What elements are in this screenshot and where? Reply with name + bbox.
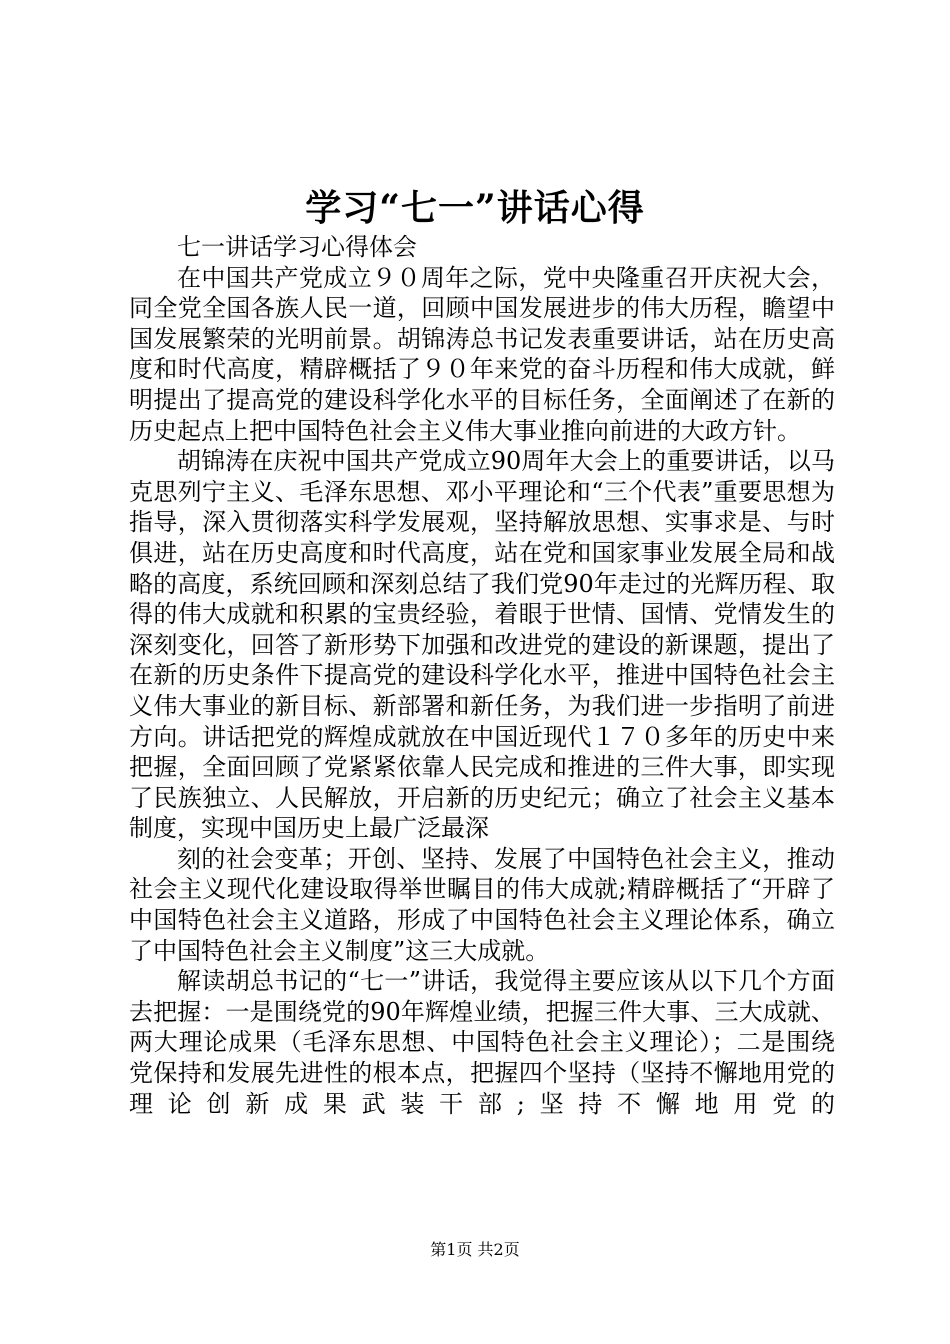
- paragraph-4: 解读胡总书记的“七一”讲话，我觉得主要应该从以下几个方面去把握：一是围绕党的90年辉煌业绩，把握三件大事、三大成就、两大理论成果（毛泽东思想、中国特色社会主义理论）；二是围绕党保持和发展先进性的根本点，把握四个坚持（坚持不懈地用党的理论创新成果武装干部;坚持不懈地用党的: [129, 967, 835, 1118]
- paragraph-3: 刻的社会变革；开创、坚持、发展了中国特色社会主义，推动社会主义现代化建设取得举世瞩目的伟大成就;精辟概括了“开辟了中国特色社会主义道路，形成了中国特色社会主义理论体系，确立了中国特色社会主义制度”这三大成就。: [129, 844, 835, 965]
- document-title: 学习“七一”讲话心得: [305, 187, 645, 229]
- document-body: [129, 232, 835, 1119]
- paragraph-2: 胡锦涛在庆祝中国共产党成立90周年大会上的重要讲话，以马克思列宁主义、毛泽东思想、邓小平理论和“三个代表”重要思想为指导，深入贯彻落实科学发展观，坚持解放思想、实事求是、与时俱进，站在历史高度和时代高度，站在党和国家事业发展全局和战略的高度，系统回顾和深刻总结了我们党90年走过的光辉历程、取得的伟大成就和积累的宝贵经验，着眼于世情、国情、党情发生的深刻变化，回答了新形势下加强和改进党的建设的新课题，提出了在新的历史条件下提高党的建设科学化水平，推进中国特色社会主义伟大事业的新目标、新部署和新任务，为我们进一步指明了前进方向。讲话把党的辉煌成就放在中国近现代１７０多年的历史中来把握，全面回顾了党紧紧依靠人民完成和推进的三件大事，即实现了民族独立、人民解放，开启新的历史纪元；确立了社会主义基本制度，实现中国历史上最广泛最深: [129, 447, 835, 843]
- paragraph-1: 在中国共产党成立９０周年之际，党中央隆重召开庆祝大会，同全党全国各族人民一道，回顾中国发展进步的伟大历程，瞻望中国发展繁荣的光明前景。胡锦涛总书记发表重要讲话，站在历史高度和时代高度，精辟概括了９０年来党的奋斗历程和伟大成就，鲜明提出了提高党的建设科学化水平的目标任务，全面阐述了在新的历史起点上把中国特色社会主义伟大事业推向前进的大政方针。: [129, 263, 835, 445]
- paragraph-subtitle: 七一讲话学习心得体会: [177, 233, 417, 261]
- page-footer: 第1页 共2页: [430, 1240, 520, 1259]
